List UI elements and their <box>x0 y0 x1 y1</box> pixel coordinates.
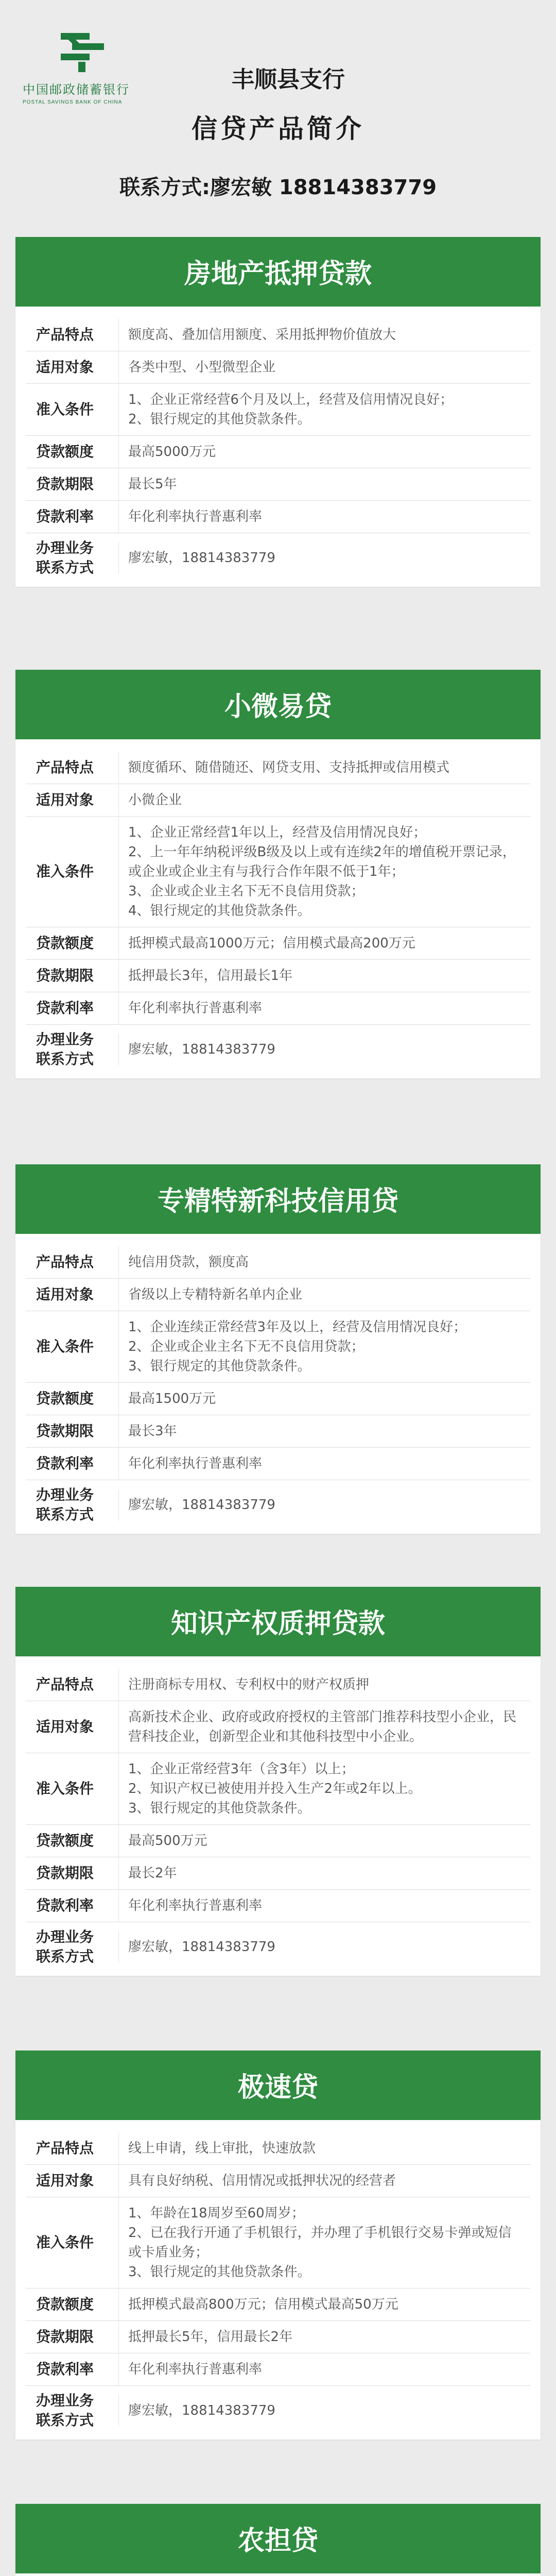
row-value: 抵押模式最高800万元；信用模式最高50万元 <box>118 2289 530 2320</box>
row-value: 抵押最长5年，信用最长2年 <box>118 2321 530 2353</box>
row-label: 准入条件 <box>36 1780 94 1797</box>
table-row <box>26 960 530 992</box>
table-row <box>26 1480 530 1530</box>
row-label: 贷款利率 <box>36 508 94 525</box>
row-value: 最高1500万元 <box>118 1383 530 1415</box>
row-label: 贷款期限 <box>36 1865 94 1882</box>
table-row <box>26 501 530 533</box>
table-row <box>26 752 530 784</box>
row-label: 贷款额度 <box>36 1832 94 1849</box>
row-label: 贷款期限 <box>36 967 94 984</box>
table-row <box>26 1025 530 1074</box>
table-row <box>26 1415 530 1448</box>
row-value: 年化利率执行普惠利率 <box>118 2353 530 2385</box>
table-row <box>26 1669 530 1701</box>
bank-logo <box>23 26 146 105</box>
table-row <box>26 1279 530 1311</box>
row-value: 具有良好纳税、信用情况或抵押状况的经营者 <box>118 2165 530 2197</box>
product-section <box>15 2504 541 2576</box>
row-value: 廖宏敏，18814383779 <box>118 1033 530 1065</box>
branch-name: 丰顺县支行 <box>232 66 345 93</box>
table-row <box>26 436 530 468</box>
bank-name-en: POSTAL SAVINGS BANK OF CHINA <box>23 99 123 105</box>
row-value: 纯信用贷款，额度高 <box>118 1246 530 1278</box>
bank-name-cn: 中国邮政储蓄银行 <box>23 82 130 97</box>
table-row <box>26 1857 530 1890</box>
row-value: 1、企业正常经营6个月及以上，经营及信用情况良好； 2、银行规定的其他贷款条件。 <box>118 384 530 435</box>
page-title: 信贷产品简介 <box>192 114 364 144</box>
row-label: 适用对象 <box>36 2172 94 2189</box>
product-section <box>15 1587 541 1976</box>
row-label: 贷款利率 <box>36 999 94 1016</box>
section-table <box>15 1656 541 1976</box>
row-value: 额度高、叠加信用额度、采用抵押物价值放大 <box>118 319 530 351</box>
row-value: 省级以上专精特新名单内企业 <box>118 1279 530 1311</box>
product-section <box>15 2050 541 2439</box>
table-row <box>26 927 530 960</box>
row-value: 线上申请，线上审批，快速放款 <box>118 2132 530 2164</box>
table-row <box>26 1311 530 1383</box>
row-value: 廖宏敏，18814383779 <box>118 1931 530 1963</box>
row-value: 1、企业连续正常经营3年及以上，经营及信用情况良好； 2、企业或企业主名下无不良信用贷款； 3、银行规定的其他贷款条件。 <box>118 1311 530 1382</box>
row-label: 准入条件 <box>36 401 94 418</box>
header <box>0 0 556 232</box>
section-title: 极速贷 <box>15 2056 541 2120</box>
table-row <box>26 533 530 583</box>
row-value: 抵押模式最高1000万元；信用模式最高200万元 <box>118 927 530 959</box>
row-value: 年化利率执行普惠利率 <box>118 1890 530 1922</box>
row-label: 贷款利率 <box>36 1455 94 1472</box>
row-value: 最高5000万元 <box>118 436 530 468</box>
row-label: 准入条件 <box>36 1338 94 1355</box>
section-title: 农担贷 <box>15 2509 541 2573</box>
table-row <box>26 468 530 501</box>
row-value: 抵押最长3年，信用最长1年 <box>118 960 530 992</box>
row-label: 贷款额度 <box>36 443 94 460</box>
row-label: 准入条件 <box>36 863 94 880</box>
row-value: 小微企业 <box>118 784 530 816</box>
table-row <box>26 351 530 384</box>
row-value: 最高500万元 <box>118 1825 530 1857</box>
table-row <box>26 1383 530 1415</box>
row-label: 办理业务 联系方式 <box>36 2392 94 2429</box>
row-label: 办理业务 联系方式 <box>36 1031 94 1067</box>
row-label: 产品特点 <box>36 2140 94 2157</box>
row-label: 贷款期限 <box>36 476 94 493</box>
table-row <box>26 992 530 1025</box>
row-value: 注册商标专用权、专利权中的财产权质押 <box>118 1669 530 1701</box>
row-label: 准入条件 <box>36 2234 94 2251</box>
table-row <box>26 1448 530 1480</box>
section-table <box>15 2120 541 2439</box>
row-label: 适用对象 <box>36 359 94 376</box>
table-row <box>26 1753 530 1825</box>
row-value: 1、企业正常经营1年以上，经营及信用情况良好； 2、上一年年纳税评级B级及以上或有连续2年的增值税开票记录，或企业或企业主有与我行合作年限不低于1年； 3、企业或企业主名下无不良信用贷款； 4、银行规定的其他贷款条件。 <box>118 817 530 927</box>
section-title: 房地产抵押贷款 <box>15 242 541 307</box>
table-row <box>26 2197 530 2289</box>
row-label: 贷款利率 <box>36 2361 94 2378</box>
row-label: 贷款额度 <box>36 935 94 952</box>
table-row <box>26 2132 530 2165</box>
table-row <box>26 1922 530 1972</box>
row-value: 廖宏敏，18814383779 <box>118 542 530 574</box>
row-label: 产品特点 <box>36 1676 94 1693</box>
row-label: 贷款期限 <box>36 1422 94 1439</box>
row-label: 贷款额度 <box>36 2296 94 2313</box>
table-row <box>26 1246 530 1279</box>
row-label: 适用对象 <box>36 1718 94 1735</box>
product-section <box>15 237 541 587</box>
row-label: 贷款利率 <box>36 1897 94 1914</box>
row-label: 适用对象 <box>36 1286 94 1303</box>
table-row <box>26 1701 530 1753</box>
section-title: 知识产权质押贷款 <box>15 1592 541 1656</box>
row-label: 办理业务 联系方式 <box>36 1486 94 1523</box>
table-row <box>26 2386 530 2435</box>
section-table <box>15 2573 541 2576</box>
row-value: 廖宏敏，18814383779 <box>118 1489 530 1521</box>
contact-info: 联系方式:廖宏敏 18814383779 <box>119 176 437 199</box>
row-value: 高新技术企业、政府或政府授权的主管部门推荐科技型小企业，民营科技企业，创新型企业和其他科技型中小企业。 <box>118 1701 530 1753</box>
product-section <box>15 1164 541 1534</box>
table-row <box>26 2353 530 2386</box>
row-value: 最长5年 <box>118 468 530 500</box>
row-label: 产品特点 <box>36 1253 94 1270</box>
section-title: 专精特新科技信用贷 <box>15 1170 541 1234</box>
row-label: 贷款期限 <box>36 2328 94 2345</box>
section-title: 小微易贷 <box>15 675 541 739</box>
table-row <box>26 2321 530 2353</box>
row-value: 最长2年 <box>118 1857 530 1889</box>
row-label: 适用对象 <box>36 791 94 808</box>
psbc-logo-icon <box>59 26 106 73</box>
row-value: 廖宏敏，18814383779 <box>118 2395 530 2427</box>
row-label: 产品特点 <box>36 326 94 343</box>
table-row <box>26 2165 530 2197</box>
row-value: 年化利率执行普惠利率 <box>118 501 530 533</box>
table-row <box>26 784 530 817</box>
row-label: 贷款额度 <box>36 1390 94 1407</box>
table-row <box>26 1890 530 1922</box>
product-section <box>15 670 541 1078</box>
table-row <box>26 319 530 351</box>
row-value: 各类中型、小型微型企业 <box>118 351 530 383</box>
section-table <box>15 739 541 1078</box>
row-label: 产品特点 <box>36 759 94 776</box>
row-value: 年化利率执行普惠利率 <box>118 992 530 1024</box>
table-row <box>26 384 530 436</box>
row-value: 最长3年 <box>118 1415 530 1447</box>
table-row <box>26 2289 530 2321</box>
section-table <box>15 1234 541 1534</box>
row-value: 1、企业正常经营3年（含3年）以上； 2、知识产权已被使用并投入生产2年或2年以上。 3、银行规定的其他贷款条件。 <box>118 1753 530 1824</box>
table-row <box>26 817 530 927</box>
table-row <box>26 1825 530 1857</box>
row-value: 额度循环、随借随还、网贷支用、支持抵押或信用模式 <box>118 752 530 784</box>
row-value: 年化利率执行普惠利率 <box>118 1448 530 1480</box>
row-value: 1、年龄在18周岁至60周岁； 2、已在我行开通了手机银行，并办理了手机银行交易卡弹或短信或卡盾业务； 3、银行规定的其他贷款条件。 <box>118 2197 530 2288</box>
row-label: 办理业务 联系方式 <box>36 539 94 576</box>
row-label: 办理业务 联系方式 <box>36 1928 94 1965</box>
section-table <box>15 307 541 587</box>
